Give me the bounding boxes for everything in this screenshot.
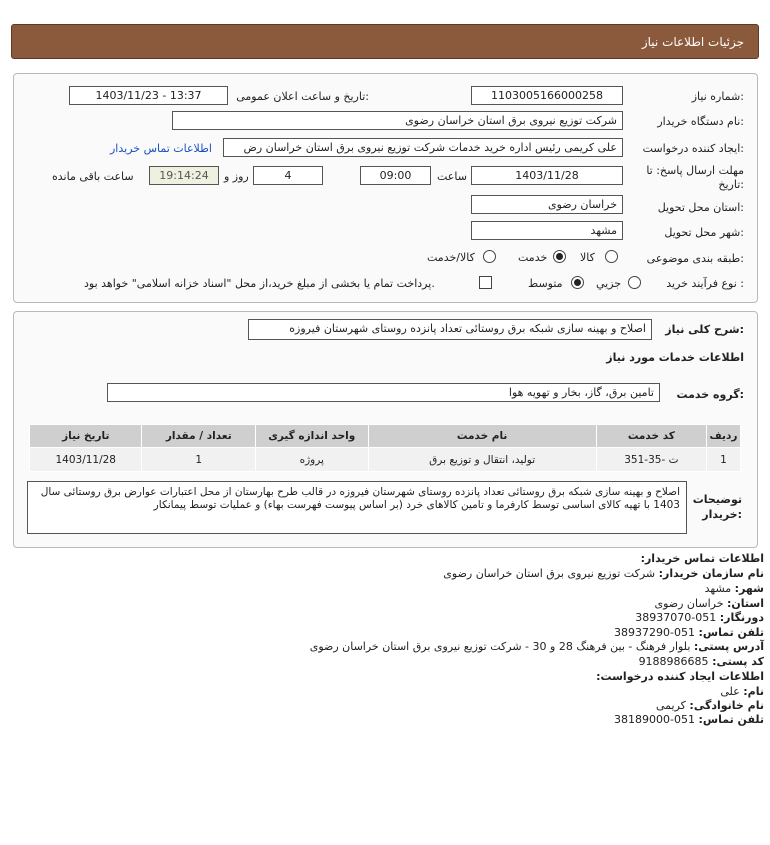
service-group-field[interactable]: تامین برق، گاز، بخار و تهویه هوا <box>107 383 660 402</box>
deadline-time-field[interactable]: 09:00 <box>360 166 431 185</box>
process-medium-label: متوسط <box>528 277 563 290</box>
process-type-label: نوع فرآیند خرید : <box>666 277 744 290</box>
contact-postal: کد پستی: 9188986685 <box>638 655 764 668</box>
announce-label: تاریخ و ساعت اعلان عمومی: <box>236 90 369 103</box>
city-field[interactable]: مشهد <box>471 221 623 240</box>
remaining-time-field: 19:14:24 <box>149 166 219 185</box>
summary-field[interactable]: اصلاح و بهینه سازی شبکه برق روستائی تعداد پانزده روستای شهرستان فیروزه <box>248 319 652 340</box>
days-label: روز و <box>224 170 249 183</box>
creator-family: نام خانوادگی: کریمی <box>656 699 764 712</box>
process-minor-radio[interactable] <box>628 276 641 289</box>
deadline-time-label: ساعت <box>437 170 467 183</box>
contact-phone: تلفن تماس: 051-38937290 <box>614 626 764 639</box>
services-heading: اطلاعات خدمات مورد نیاز <box>606 351 744 364</box>
deadline-label: مهلت ارسال پاسخ: تا <box>646 164 744 177</box>
treasury-payment-checkbox[interactable] <box>479 276 492 289</box>
deadline-date-label: تاریخ: <box>718 178 744 191</box>
city-label: شهر محل تحویل: <box>664 226 744 239</box>
category-goods-label: کالا <box>580 251 595 264</box>
cell-row: 1 <box>706 448 740 472</box>
days-remaining-field[interactable]: 4 <box>253 166 323 185</box>
cell-unit: پروژه <box>256 448 368 472</box>
need-number-field[interactable]: 1103005166000258 <box>471 86 623 105</box>
deadline-date-field[interactable]: 1403/11/28 <box>471 166 623 185</box>
cell-date: 1403/11/28 <box>30 448 142 472</box>
services-table <box>29 424 741 472</box>
category-service-radio[interactable] <box>553 250 566 263</box>
province-field[interactable]: خراسان رضوی <box>471 195 623 214</box>
category-service-label: خدمت <box>518 251 548 264</box>
buyer-org-label: نام دستگاه خریدار: <box>657 115 744 128</box>
contact-heading: اطلاعات تماس خریدار: <box>640 552 764 565</box>
category-goods-service-radio[interactable] <box>483 250 496 263</box>
col-code-header: کد خدمت <box>596 425 706 448</box>
announce-datetime-field[interactable]: 1403/11/23 - 13:37 <box>69 86 228 105</box>
service-group-label: گروه خدمت: <box>676 388 744 401</box>
creator-heading: اطلاعات ایجاد کننده درخواست: <box>596 670 764 683</box>
category-goods-radio[interactable] <box>605 250 618 263</box>
treasury-payment-note: پرداخت تمام یا بخشی از مبلغ خرید،از محل "اسناد خزانه اسلامی" خواهد بود. <box>84 277 435 290</box>
creator-name: نام: علی <box>720 685 764 698</box>
buyer-notes-label-1: توضیحات <box>692 493 742 506</box>
contact-org: نام سازمان خریدار: شرکت توزیع نیروی برق استان خراسان رضوی <box>443 567 764 580</box>
col-date-header: تاریخ نیاز <box>30 425 142 448</box>
buyer-org-field[interactable]: شرکت توزیع نیروی برق استان خراسان رضوی <box>172 111 623 130</box>
table-row[interactable] <box>30 448 741 472</box>
contact-province: استان: خراسان رضوی <box>654 597 764 610</box>
col-name-header: نام خدمت <box>368 425 596 448</box>
page-header <box>11 24 759 59</box>
buyer-notes-label-2: خریدار: <box>702 508 742 521</box>
buyer-notes-field[interactable]: اصلاح و بهینه سازی شبکه برق روستائی تعداد پانزده روستای شهرستان فیروزه در قالب طرح بهارستان از محل اعتبارات عوارض برق روستائی سال 1403 با تهیه کالای اساسی توسط کارفرما و تامین کالاهای خرد (بر اساس پیوست فهرست بهاء) و عملیات توسط پیمانکار <box>27 481 687 534</box>
province-label: استان محل تحویل: <box>657 201 744 214</box>
col-row-header: ردیف <box>706 425 740 448</box>
category-goods-service-label: کالا/خدمت <box>427 251 475 264</box>
contact-city: شهر: مشهد <box>704 582 764 595</box>
contact-address: آدرس پستی: بلوار فرهنگ - بین فرهنگ 28 و 30 - شرکت توزیع نیروی برق استان خراسان رضوی <box>309 640 764 653</box>
contact-fax: دورنگار: 051-38937070 <box>635 611 764 624</box>
process-minor-label: جزیي <box>596 277 622 290</box>
creator-phone: تلفن تماس: 051-38189000 <box>614 713 764 726</box>
need-details-panel <box>13 73 758 303</box>
summary-label: شرح کلی نیاز: <box>665 323 744 336</box>
page-title: جزئیات اطلاعات نیاز <box>641 35 744 49</box>
process-medium-radio[interactable] <box>571 276 584 289</box>
creator-label: ایجاد کننده درخواست: <box>642 142 744 155</box>
table-header-row <box>30 425 741 448</box>
cell-name: تولید، انتقال و توزیع برق <box>368 448 596 472</box>
remaining-time-label: ساعت باقی مانده <box>52 170 134 183</box>
buyer-contact-link[interactable]: اطلاعات تماس خریدار <box>110 142 212 155</box>
cell-code: ت -35-351 <box>596 448 706 472</box>
category-label: طبقه بندی موضوعی: <box>646 252 744 265</box>
need-number-label: شماره نیاز: <box>691 90 744 103</box>
col-qty-header: تعداد / مقدار <box>142 425 256 448</box>
cell-qty: 1 <box>142 448 256 472</box>
col-unit-header: واحد اندازه گیری <box>256 425 368 448</box>
creator-field[interactable]: علی کریمی رئیس اداره خرید خدمات شرکت توزیع نیروی برق استان خراسان رض <box>223 138 623 157</box>
